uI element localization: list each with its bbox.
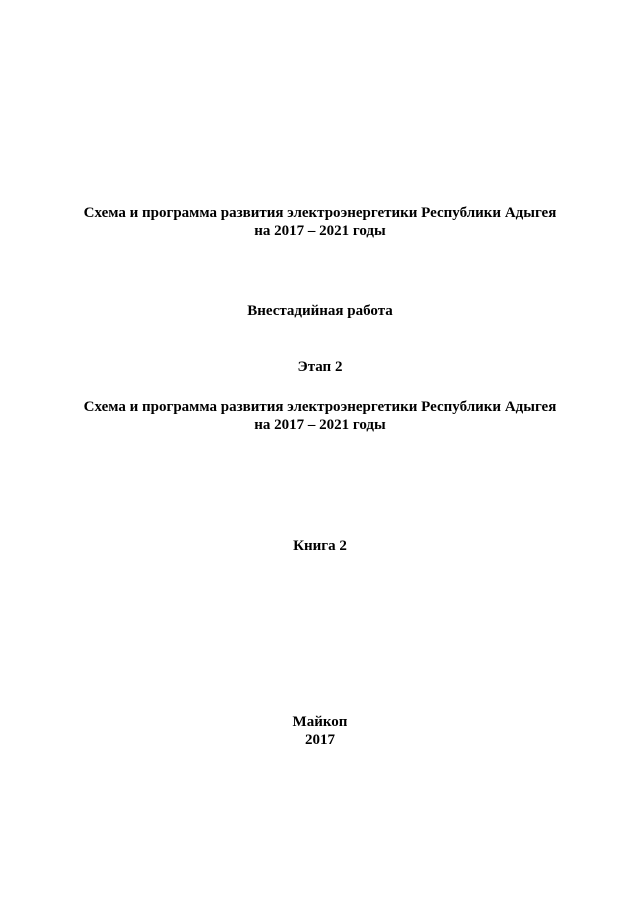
- document-title-line-2: на 2017 – 2021 годы: [254, 223, 386, 239]
- stage-title: [0, 398, 640, 434]
- book-text: Книга 2: [293, 538, 347, 554]
- stage-title-line-2: на 2017 – 2021 годы: [254, 417, 386, 433]
- stage-label: [0, 358, 640, 376]
- stage-text: Этап 2: [297, 359, 343, 375]
- document-title: [0, 204, 640, 240]
- place-and-year: [0, 713, 640, 749]
- book-label: [0, 537, 640, 555]
- document-title-line-1: Схема и программа развития электроэнергетики Республики Адыгея: [83, 205, 557, 221]
- work-type-label: [0, 302, 640, 320]
- city-text: Майкоп: [292, 714, 348, 730]
- stage-title-line-1: Схема и программа развития электроэнергетики Республики Адыгея: [83, 399, 557, 415]
- year-text: 2017: [305, 732, 335, 748]
- work-type-text: Внестадийная работа: [247, 303, 393, 319]
